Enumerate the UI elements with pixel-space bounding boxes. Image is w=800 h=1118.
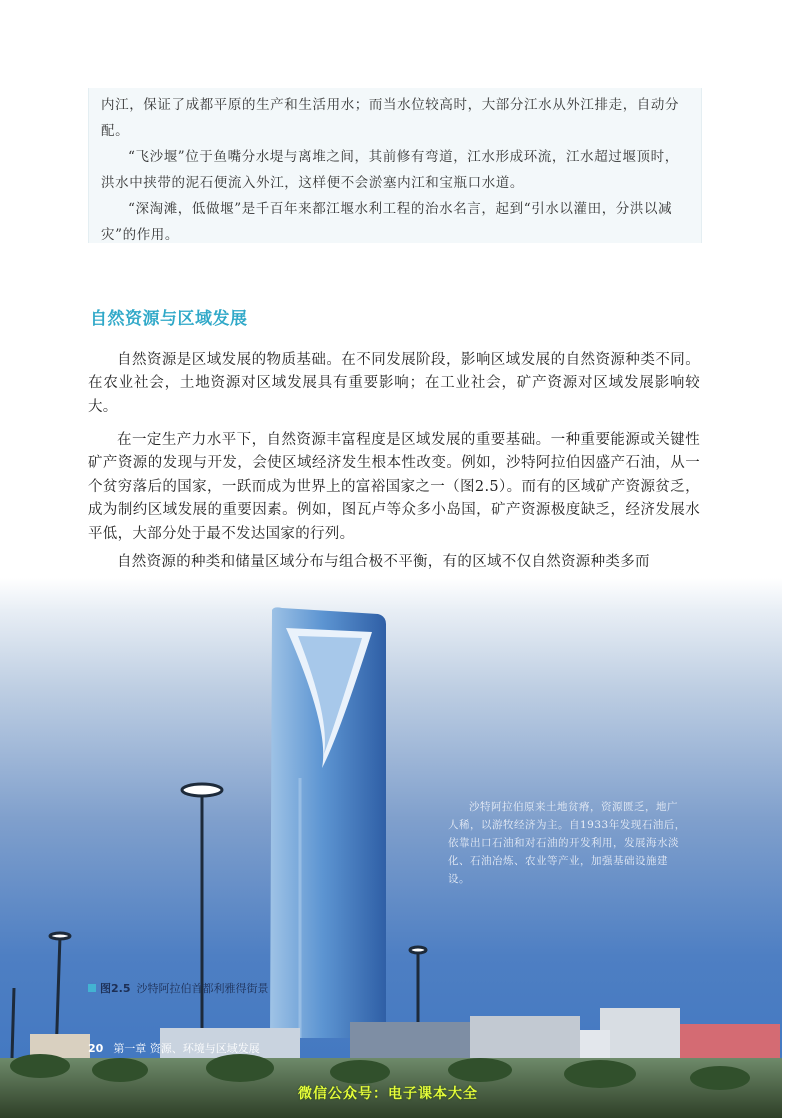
- chapter-title: 第一章 资源、环境与区域发展: [113, 1042, 260, 1055]
- figure-number: 图2.5: [100, 982, 131, 995]
- reading-note-box: [88, 88, 702, 243]
- note-paragraph: “飞沙堰”位于鱼嘴分水堤与离堆之间，其前修有弯道，江水形成环流，江水超过堰顶时，洪水中挟带的泥石便流入外江，这样便不会淤塞内江和宝瓶口水道。: [101, 149, 679, 191]
- riyadh-street-photo: [0, 578, 782, 1118]
- figure-caption: [88, 980, 269, 996]
- figure-caption-text: 沙特阿拉伯首都利雅得街景: [136, 982, 269, 995]
- note-paragraph: “深淘滩，低做堰”是千百年来都江堰水利工程的治水名言，起到“引水以灌田，分洪以减灾”的作用。: [101, 201, 673, 243]
- caption-marker-icon: [88, 984, 96, 992]
- page-number: 20: [88, 1042, 104, 1055]
- page-footer: [88, 1040, 260, 1056]
- figure-note: 沙特阿拉伯原来土地贫瘠，资源匮乏，地广人稀，以游牧经济为主。自1933年发现石油后，依靠出口石油和对石油的开发利用，发展海水淡化、石油冶炼、农业等产业，加强基础设施建设。: [448, 801, 686, 885]
- kingdom-tower: [270, 607, 386, 1038]
- body-paragraph: 自然资源是区域发展的物质基础。在不同发展阶段，影响区域发展的自然资源种类不同。在农业社会，土地资源对区域发展具有重要影响；在工业社会，矿产资源对区域发展影响较大。: [88, 352, 700, 415]
- section-title: 自然资源与区域发展: [90, 309, 248, 329]
- body-paragraph: 在一定生产力水平下，自然资源丰富程度是区域发展的重要基础。一种重要能源或关键性矿产资源的发现与开发，会使区域经济发生根本性改变。例如，沙特阿拉伯因盛产石油，从一个贫穷落后的国家，一跃而成为世界上的富裕国家之一（图2.5）。而有的区域矿产资源贫乏，成为制约区域发展的重要因素。例如，图瓦卢等众多小岛国，矿产资源极度缺乏，经济发展水平低，大部分处于最不发达国家的行列。: [88, 432, 700, 542]
- note-paragraph: 内江，保证了成都平原的生产和生活用水；而当水位较高时，大部分江水从外江排走，自动分配。: [101, 97, 680, 139]
- watermark: 微信公众号：电子课本大全: [298, 1086, 478, 1102]
- body-paragraph: 自然资源的种类和储量区域分布与组合极不平衡，有的区域不仅自然资源种类多而: [117, 554, 650, 570]
